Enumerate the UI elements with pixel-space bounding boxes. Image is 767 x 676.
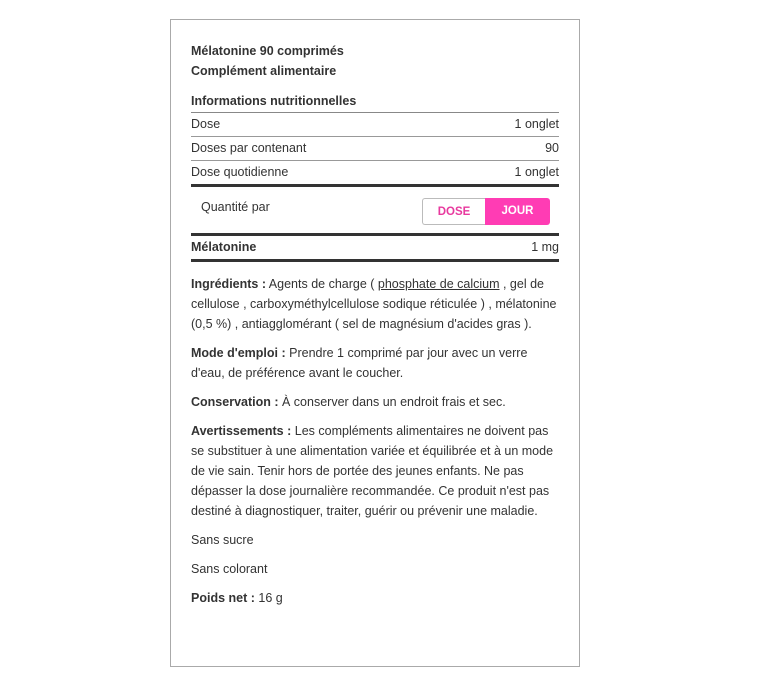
claim-no-colorant: Sans colorant	[191, 562, 268, 576]
row-label: Dose quotidienne	[191, 165, 289, 179]
nutrition-heading: Informations nutritionnelles	[191, 92, 559, 113]
storage-label: Conservation :	[191, 395, 279, 409]
usage-text: Prendre 1 comprimé par jour avec un verre d'eau, de préférence avant le coucher.	[191, 346, 528, 380]
storage	[191, 392, 559, 412]
nutrition-row	[191, 113, 559, 137]
quantity-label: Quantité par	[201, 200, 270, 214]
warnings-label: Avertissements :	[191, 424, 292, 438]
nutrient-label: Mélatonine	[191, 240, 257, 254]
ingredients-text: Agents de charge (	[266, 277, 378, 291]
product-category: Complément alimentaire	[191, 64, 337, 78]
row-label: Doses par contenant	[191, 141, 307, 155]
row-label: Dose	[191, 117, 221, 131]
row-value: 1 onglet	[514, 165, 559, 179]
toggle-dose-button[interactable]: DOSE	[422, 198, 485, 225]
row-value: 90	[545, 141, 559, 155]
ingredient-link[interactable]: phosphate de calcium	[377, 277, 500, 291]
ingredients-label: Ingrédients :	[191, 277, 267, 291]
row-value: 1 onglet	[514, 117, 559, 131]
net-weight-value: 16 g	[254, 591, 283, 605]
ingredients	[191, 274, 559, 334]
product-info-card	[170, 19, 580, 667]
ingredients-text: , gel de cellulose , carboxyméthylcellulose sodique réticulée ) , mélatonine (0,5 %) , antiagglomérant ( sel de magnésium d'acides gras ).	[191, 277, 557, 331]
net-weight	[191, 588, 559, 608]
warnings	[191, 421, 559, 521]
warnings-text: Les compléments alimentaires ne doivent pas se substituer à une alimentation variée et équilibrée et à un mode de vie sain. Tenir hors de portée des jeunes enfants. Ne pas dépasser la dose journalière recommandée. Ce produit n'est pas destiné à diagnostiquer, traiter, guérir ou prévenir une maladie.	[191, 424, 554, 518]
nutrition-row	[191, 161, 559, 187]
toggle-jour-button[interactable]: JOUR	[485, 198, 550, 225]
nutrient-value: 1 mg	[531, 240, 559, 254]
nutrition-row	[191, 137, 559, 161]
usage-label: Mode d'emploi :	[191, 346, 286, 360]
quantity-per-row	[191, 187, 559, 236]
net-weight-label: Poids net :	[191, 591, 255, 605]
product-name: Mélatonine 90 comprimés	[191, 44, 344, 58]
claim-sugar-free: Sans sucre	[191, 533, 254, 547]
usage	[191, 343, 559, 383]
storage-text: À conserver dans un endroit frais et sec.	[278, 395, 506, 409]
nutrient-row	[191, 236, 559, 262]
dose-jour-toggle[interactable]	[422, 198, 550, 225]
